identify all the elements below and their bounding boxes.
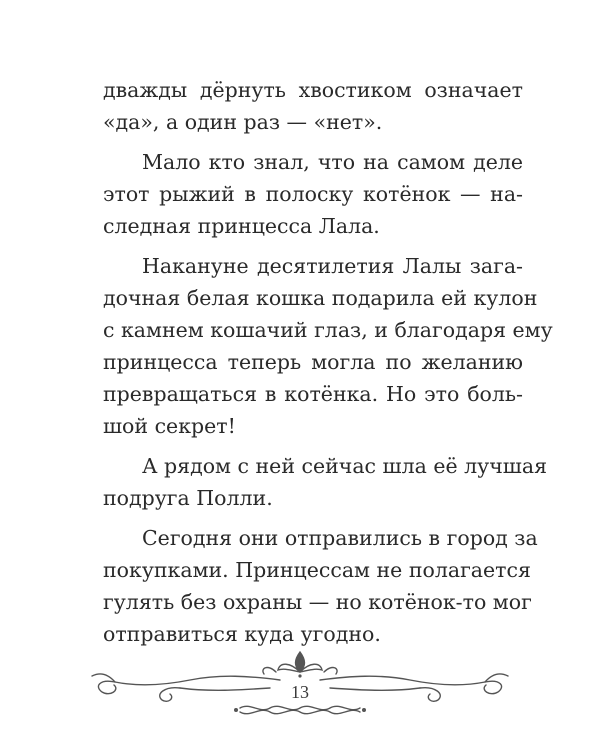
text-line: этот рыжий в полоску котёнок — на-	[103, 182, 523, 206]
text-line: с камнем кошачий глаз, и благодаря ему	[103, 318, 553, 342]
text-line: дважды дёрнуть хвостиком означает	[103, 78, 523, 102]
text-line: шой секрет!	[103, 414, 236, 438]
text-line: принцесса теперь могла по желанию	[103, 350, 523, 374]
text-line: гулять без охраны — но котёнок-то мог	[103, 590, 532, 614]
text-line: превращаться в котёнка. Но это боль-	[103, 382, 523, 406]
text-line: Мало кто знал, что на самом деле	[142, 150, 523, 174]
text-line: подруга Полли.	[103, 486, 273, 510]
text-line: Сегодня они отправились в город за	[142, 526, 538, 550]
page-footer	[80, 650, 520, 725]
text-line: отправиться куда угодно.	[103, 622, 381, 646]
text-line: А рядом с ней сейчас шла её лучшая	[142, 454, 547, 478]
body-text	[103, 74, 553, 650]
text-line: дочная белая кошка подарила ей кулон	[103, 286, 538, 310]
page-number: 13	[291, 682, 309, 702]
text-line: следная принцесса Лала.	[103, 214, 380, 238]
text-line: «да», а один раз — «нет».	[103, 110, 383, 134]
text-line: покупками. Принцессам не полагается	[103, 558, 531, 582]
text-line: Накануне десятилетия Лалы зага-	[142, 254, 523, 278]
